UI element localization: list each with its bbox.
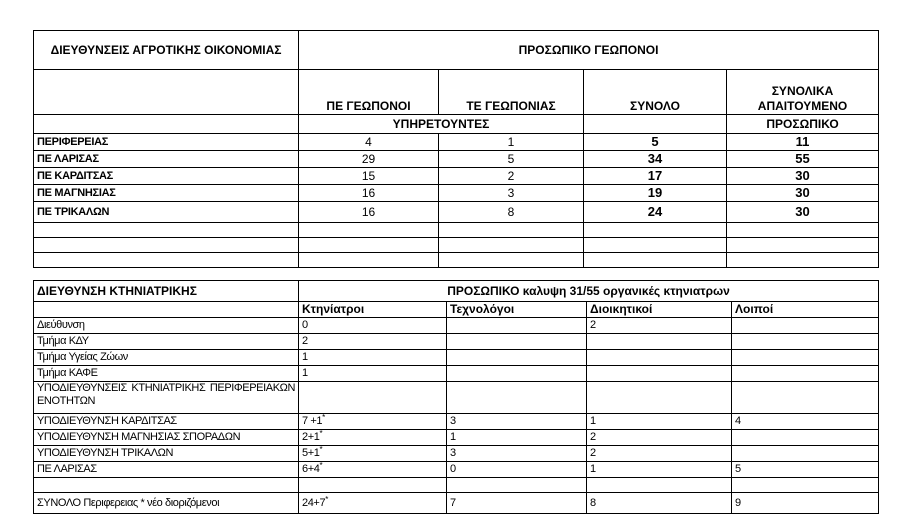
agri-col1-header: ΔΙΕΥΘΥΝΣΕΙΣ ΑΓΡΟΤΙΚΗΣ ΟΙΚΟΝΟΜΙΑΣ	[34, 31, 299, 70]
table-gap	[33, 268, 878, 280]
table-row	[34, 446, 879, 462]
empty-row	[34, 238, 879, 253]
tech-value	[447, 318, 587, 334]
asterisk-mark: *	[319, 429, 323, 438]
total-value: 5	[584, 134, 727, 151]
admin-value: 1	[587, 414, 732, 430]
table-row	[34, 366, 879, 382]
agri-total-header: ΣΥΝΟΛΟ	[584, 70, 727, 115]
row-label: ΠΕ ΚΑΡΔΙΤΣΑΣ	[34, 168, 299, 185]
vet-blank-cell	[34, 302, 299, 318]
agri-te-header: ΤΕ ΓΕΩΠΟΝΙΑΣ	[439, 70, 584, 115]
other-value	[732, 366, 879, 382]
admin-total: 8	[587, 493, 732, 514]
vets-total-count: 24+7	[302, 496, 326, 509]
pe-value: 29	[299, 151, 439, 168]
table-row	[34, 151, 879, 168]
asterisk-mark: *	[325, 494, 328, 504]
admin-value: 1	[587, 462, 732, 478]
other-value	[732, 350, 879, 366]
table-row	[34, 185, 879, 202]
vet-col1-header: ΔΙΕΥΘΥΝΣΗ ΚΤΗΝΙΑΤΡΙΚΗΣ	[34, 281, 299, 302]
other-value	[732, 334, 879, 350]
vets-value: 1	[299, 350, 447, 366]
table-row	[34, 462, 879, 478]
tech-value: 1	[447, 430, 587, 446]
tech-value	[447, 366, 587, 382]
pe-value: 15	[299, 168, 439, 185]
table-row	[34, 334, 879, 350]
te-value: 8	[439, 202, 584, 223]
table-row	[34, 134, 879, 151]
tech-value	[447, 350, 587, 366]
tech-total: 7	[447, 493, 587, 514]
table-row	[34, 430, 879, 446]
vet-tech-header: Τεχνολόγοι	[447, 302, 587, 318]
total-value: 34	[584, 151, 727, 168]
agri-staff-table	[33, 30, 879, 268]
agri-required-header: ΣΥΝΟΛΙΚΑ ΑΠΑΙΤΟΥΜΕΝΟ	[727, 70, 879, 115]
other-value	[732, 318, 879, 334]
required-value: 30	[727, 202, 879, 223]
empty-row	[34, 478, 879, 493]
other-value	[732, 430, 879, 446]
row-label: ΠΕΡΙΦΕΡΕΙΑΣ	[34, 134, 299, 151]
table-row	[34, 414, 879, 430]
vets-total	[299, 493, 447, 514]
tech-value: 3	[447, 414, 587, 430]
other-value: 4	[732, 414, 879, 430]
vet-admin-header: Διοικητικοί	[587, 302, 732, 318]
required-value: 30	[727, 185, 879, 202]
table-row	[34, 168, 879, 185]
pe-value: 16	[299, 202, 439, 223]
admin-value	[587, 366, 732, 382]
agri-blank-cell	[34, 115, 299, 134]
agri-staff-header: ΠΡΟΣΩΠΙΚΟ	[727, 115, 879, 134]
admin-value: 2	[587, 430, 732, 446]
vets-count: 2+1	[302, 431, 320, 443]
row-label: ΠΕ ΜΑΓΝΗΣΙΑΣ	[34, 185, 299, 202]
total-value: 19	[584, 185, 727, 202]
table-row	[34, 350, 879, 366]
agri-blank-cell	[584, 115, 727, 134]
required-value: 30	[727, 168, 879, 185]
te-value: 2	[439, 168, 584, 185]
vet-header-row	[34, 281, 879, 302]
vets-value	[299, 446, 447, 462]
agri-blank-cell	[34, 70, 299, 115]
required-value: 55	[727, 151, 879, 168]
vets-value: 2	[299, 334, 447, 350]
total-row-label: ΣΥΝΟΛΟ Περιφερειας * νέο διοριζόμενοι	[34, 493, 299, 514]
spreadsheet	[33, 30, 878, 514]
vets-value	[299, 430, 447, 446]
asterisk-mark: *	[319, 445, 323, 454]
vets-value: 1	[299, 366, 447, 382]
agri-group-header: ΠΡΟΣΩΠΙΚΟ ΓΕΩΠΟΝΟΙ	[299, 31, 879, 70]
row-label: Διεύθυνση	[34, 318, 299, 334]
row-label: ΥΠΟΔΙΕΥΘΥΝΣΗ ΜΑΓΝΗΣΙΑΣ ΣΠΟΡΑΔΩΝ	[34, 430, 299, 446]
agri-serving-header: ΥΠΗΡΕΤΟΥΝΤΕΣ	[299, 115, 584, 134]
row-label: ΠΕ ΤΡΙΚΑΛΩΝ	[34, 202, 299, 223]
total-row	[34, 493, 879, 514]
total-value: 24	[584, 202, 727, 223]
asterisk-mark: *	[322, 413, 325, 422]
vets-value	[299, 414, 447, 430]
vets-value	[299, 462, 447, 478]
agri-pe-header: ΠΕ ΓΕΩΠΟΝΟΙ	[299, 70, 439, 115]
other-total: 9	[732, 493, 879, 514]
vets-count: 5+1	[302, 447, 320, 459]
other-value: 5	[732, 462, 879, 478]
table-row	[34, 318, 879, 334]
agri-header-row	[34, 31, 879, 70]
vets-count: 6+4	[302, 463, 320, 475]
vet-subdirectorates-title-row	[34, 382, 879, 414]
agri-subheader-row-2	[34, 115, 879, 134]
vets-count: 7 +1	[302, 415, 323, 427]
asterisk-mark: *	[319, 461, 323, 470]
row-label: ΥΠΟΔΙΕΥΘΥΝΣΗ ΤΡΙΚΑΛΩΝ	[34, 446, 299, 462]
admin-value: 2	[587, 318, 732, 334]
tech-value	[447, 334, 587, 350]
empty-row	[34, 253, 879, 268]
tech-value: 3	[447, 446, 587, 462]
vet-other-header: Λοιποί	[732, 302, 879, 318]
vet-group-header: ΠΡΟΣΩΠΙΚΟ καλυψη 31/55 οργανικές κτηνιατρων	[299, 281, 879, 302]
total-value: 17	[584, 168, 727, 185]
admin-value	[587, 350, 732, 366]
row-label: ΠΕ ΛΑΡΙΣΑΣ	[34, 462, 299, 478]
row-label: Τμήμα ΚΔΥ	[34, 334, 299, 350]
row-label: Τμήμα ΚΑΦΕ	[34, 366, 299, 382]
agri-subheader-row	[34, 70, 879, 115]
table-row	[34, 202, 879, 223]
te-value: 5	[439, 151, 584, 168]
te-value: 3	[439, 185, 584, 202]
required-value: 11	[727, 134, 879, 151]
admin-value: 2	[587, 446, 732, 462]
row-label: ΠΕ ΛΑΡΙΣΑΣ	[34, 151, 299, 168]
te-value: 1	[439, 134, 584, 151]
other-value	[732, 446, 879, 462]
admin-value	[587, 334, 732, 350]
vet-subdirectorates-title: ΥΠΟΔΙΕΥΘΥΝΣΕΙΣ ΚΤΗΝΙΑΤΡΙΚΗΣ ΠΕΡΙΦΕΡΕΙΑΚΩΝ ΕΝΟΤΗΤΩΝ	[34, 382, 299, 414]
row-label: ΥΠΟΔΙΕΥΘΥΝΣΗ ΚΑΡΔΙΤΣΑΣ	[34, 414, 299, 430]
tech-value: 0	[447, 462, 587, 478]
vet-staff-table	[33, 280, 879, 514]
pe-value: 16	[299, 185, 439, 202]
row-label: Τμήμα Υγείας Ζώων	[34, 350, 299, 366]
vet-subheader-row	[34, 302, 879, 318]
pe-value: 4	[299, 134, 439, 151]
vets-value: 0	[299, 318, 447, 334]
empty-row	[34, 223, 879, 238]
vet-vets-header: Κτηνίατροι	[299, 302, 447, 318]
